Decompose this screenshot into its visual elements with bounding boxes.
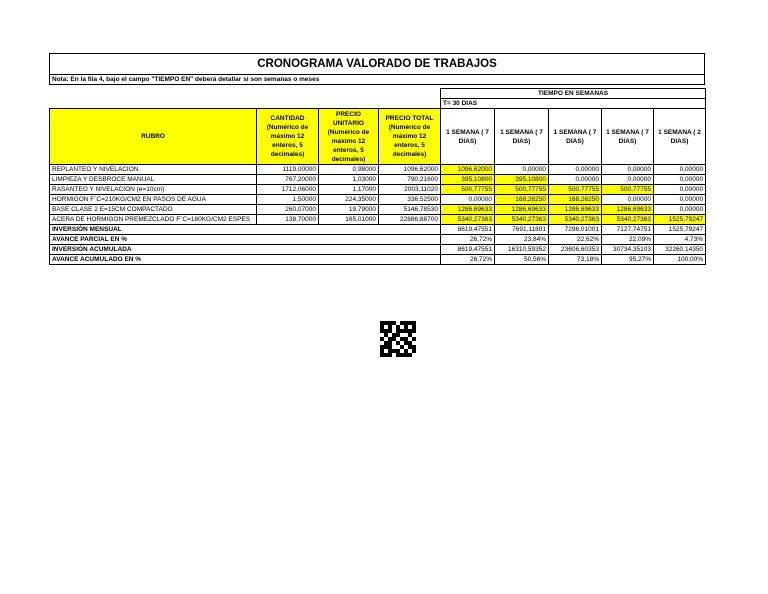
week-value-cell: 5340,27363 [441,215,495,225]
week-value-cell: 1286,69633 [549,205,602,215]
column-header-row [50,109,706,165]
week-value-cell: 500,77755 [549,185,602,195]
summary-row [50,225,706,235]
rubro-cell: REPLANTEO Y NIVELACION [50,165,257,175]
precio-total-cell: 5146,78530 [379,205,441,215]
summary-value-cell: 7296,01001 [549,225,602,235]
summary-label: INVERSIÓN ACUMULADA [50,245,441,255]
cantidad-cell: 138,70000 [257,215,319,225]
precio-unitario-cell: 19,79000 [319,205,379,215]
summary-row [50,235,706,245]
summary-value-cell: 26,72% [441,235,495,245]
rubro-cell: RASANTEO Y NIVELACION (e=10cm) [50,185,257,195]
summary-value-cell: 26,72% [441,255,495,265]
table-row [50,165,706,175]
precio-total-cell: 1096,62000 [379,165,441,175]
header-week-5: 1 SEMANA ( 2 DIAS) [654,109,706,165]
week-value-cell: 168,26250 [549,195,602,205]
week-value-cell: 0,00000 [654,165,706,175]
summary-value-cell: 23,84% [495,235,549,245]
precio-unitario-cell: 224,35000 [319,195,379,205]
summary-value-cell: 100,00% [654,255,706,265]
rubro-cell: LIMPIEZA Y DESBROCE MANUAL [50,175,257,185]
summary-value-cell: 7691,11801 [495,225,549,235]
schedule-table [49,88,706,265]
table-row [50,195,706,205]
week-value-cell: 0,00000 [654,185,706,195]
week-value-cell: 0,00000 [602,175,654,185]
precio-unitario-cell: 165,01000 [319,215,379,225]
sheet-title: CRONOGRAMA VALORADO DE TRABAJOS [49,53,705,75]
precio-unitario-cell: 1,17000 [319,185,379,195]
time-header: TIEMPO EN SEMANAS [441,89,706,99]
week-value-cell: 5340,27363 [495,215,549,225]
summary-value-cell: 16310,59352 [495,245,549,255]
week-value-cell: 500,77755 [602,185,654,195]
header-precio-unitario: PRECIO UNITARIO (Numérico de máximo 12 enteros, 5 decimales) [319,109,379,165]
week-value-cell: 0,00000 [441,195,495,205]
week-value-cell: 395,10800 [441,175,495,185]
week-value-cell: 0,00000 [654,205,706,215]
week-value-cell: 5340,27363 [602,215,654,225]
summary-label: INVERSIÓN MENSUAL [50,225,441,235]
summary-label: AVANCE ACUMULADO EN % [50,255,441,265]
precio-total-cell: 22886,88700 [379,215,441,225]
week-value-cell: 0,00000 [654,195,706,205]
week-value-cell: 395,10800 [495,175,549,185]
header-precio-total: PRECIO TOTAL (Numérico de máximo 12 enteros, 5 decimales) [379,109,441,165]
cantidad-cell: 1119,00000 [257,165,319,175]
week-value-cell: 0,00000 [495,165,549,175]
week-value-cell: 0,00000 [549,175,602,185]
summary-value-cell: 95,27% [602,255,654,265]
header-week-2: 1 SEMANA ( 7 DIAS) [495,109,549,165]
week-value-cell: 500,77755 [495,185,549,195]
precio-unitario-cell: 0,98000 [319,165,379,175]
summary-row [50,255,706,265]
header-week-4: 1 SEMANA ( 7 DIAS) [602,109,654,165]
week-value-cell: 0,00000 [654,175,706,185]
summary-value-cell: 7127,74751 [602,225,654,235]
summary-value-cell: 8619,47551 [441,225,495,235]
summary-value-cell: 8619,47551 [441,245,495,255]
cantidad-cell: 1712,06000 [257,185,319,195]
week-value-cell: 0,00000 [549,165,602,175]
header-rubro: RUBRO [50,109,257,165]
week-value-cell: 168,26250 [495,195,549,205]
qr-code-icon [380,321,416,357]
note-text: Nota: En la fila 4, bajo el campo "TIEMPO EN" deberá detallar si son semanas o meses [49,75,705,85]
header-week-3: 1 SEMANA ( 7 DIAS) [549,109,602,165]
header-cantidad: CANTIDAD (Numérico de máximo 12 enteros, 5 decimales) [257,109,319,165]
t-label: T= 30 DIAS [441,99,706,109]
week-value-cell: 500,77755 [441,185,495,195]
summary-value-cell: 73,18% [549,255,602,265]
spreadsheet [49,53,705,265]
precio-unitario-cell: 1,03000 [319,175,379,185]
t-row [50,99,706,109]
summary-value-cell: 50,56% [495,255,549,265]
week-value-cell: 1286,69633 [441,205,495,215]
rubro-cell: BASE CLASE 2 E=15CM COMPACTADO [50,205,257,215]
summary-value-cell: 23606,60353 [549,245,602,255]
summary-label: AVANCE PARCIAL EN % [50,235,441,245]
summary-value-cell: 22,09% [602,235,654,245]
summary-row [50,245,706,255]
precio-total-cell: 336,52500 [379,195,441,205]
summary-value-cell: 4,73% [654,235,706,245]
week-value-cell: 1525,79247 [654,215,706,225]
rubro-cell: ACERA DE HORMIGON PREMEZCLADO F´C=180KG/CM2 ESPES [50,215,257,225]
table-row [50,215,706,225]
cantidad-cell: 1,50000 [257,195,319,205]
precio-total-cell: 2003,11020 [379,185,441,195]
time-header-row [50,89,706,99]
week-value-cell: 1096,62000 [441,165,495,175]
table-row [50,205,706,215]
week-value-cell: 0,00000 [602,195,654,205]
week-value-cell: 0,00000 [602,165,654,175]
table-row [50,185,706,195]
week-value-cell: 1286,69633 [495,205,549,215]
precio-total-cell: 790,21600 [379,175,441,185]
cantidad-cell: 767,20000 [257,175,319,185]
rubro-cell: HORMIGON F´C=210KG/CM2 EN PASOS DE AGUA [50,195,257,205]
summary-value-cell: 1525,79247 [654,225,706,235]
week-value-cell: 5340,27363 [549,215,602,225]
summary-value-cell: 32260,14350 [654,245,706,255]
summary-value-cell: 22,62% [549,235,602,245]
header-week-1: 1 SEMANA ( 7 DIAS) [441,109,495,165]
cantidad-cell: 260,07000 [257,205,319,215]
table-row [50,175,706,185]
week-value-cell: 1286,69633 [602,205,654,215]
summary-value-cell: 30734,35103 [602,245,654,255]
